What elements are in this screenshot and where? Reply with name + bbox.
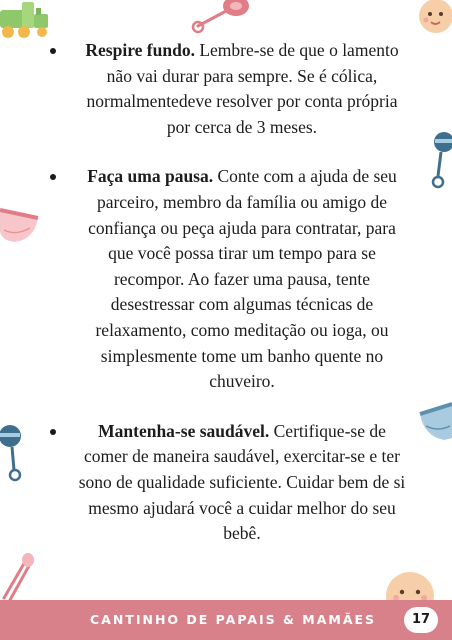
tip-paragraph xyxy=(46,38,406,140)
tip-breathe xyxy=(0,38,452,140)
tip-text: Lembre-se de que o lamento não vai durar para sempre. Se é cólica, normalmentedeve resolver por conta própria por cerca de 3 meses. xyxy=(86,40,399,137)
tip-lead: Mantenha-se saudável. xyxy=(98,420,270,441)
bullet-icon xyxy=(50,48,56,54)
tip-lead: Respire fundo. xyxy=(85,40,195,60)
baby-face-icon xyxy=(382,568,438,602)
tip-healthy xyxy=(0,419,452,547)
tip-paragraph xyxy=(46,419,406,547)
tip-pause xyxy=(0,164,452,394)
tips-list xyxy=(0,38,452,571)
tip-lead: Faça uma pausa. xyxy=(87,166,214,187)
bullet-icon xyxy=(50,429,56,435)
tip-paragraph xyxy=(46,164,406,394)
tip-text: Conte com a ajuda de seu parceiro, membro da família ou amigo de confiança ou peça ajuda para contratar, para que você possa tirar um tempo para se recompor. Ao fazer uma pausa, tente desestressar com algumas técnicas de relaxamento, como meditação ou ioga, ou simplesmente tome um banho quente no chuveiro. xyxy=(88,166,397,392)
page-number: 17 xyxy=(404,607,438,633)
baby-face-icon xyxy=(414,0,452,40)
footer-bar xyxy=(0,600,452,640)
tip-text: Certifique-se de comer de maneira saudável, exercitar-se e ter sono de qualidade suficiente. Cuidar bem de si mesmo ajudará você a cuidar melhor do seu bebê. xyxy=(78,420,406,544)
footer-brand: CANTINHO DE PAPAIS & MAMÃES xyxy=(90,612,377,627)
pink-rattle-icon xyxy=(190,0,252,34)
